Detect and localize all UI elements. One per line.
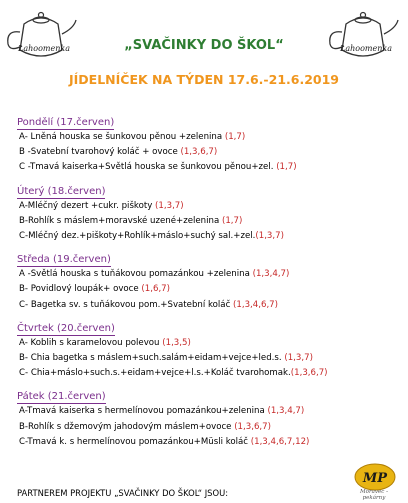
item-text: Rohlík s džemovým jahodovým máslem+ovoce — [28, 421, 232, 432]
menu-week-subtitle: JÍDELNÍČEK NA TÝDEN 17.6.-21.6.2019 — [69, 72, 339, 87]
menu-item — [17, 267, 407, 282]
day-wednesday — [17, 247, 407, 313]
allergens: (1,3,7) — [255, 231, 284, 242]
menu-item — [17, 282, 407, 297]
teapot-icon — [2, 6, 80, 68]
menu-item — [17, 199, 407, 214]
item-text: Chia+máslo+such.s.+eidam+vejce+l.s.+Koláč tvarohomak. — [30, 368, 291, 379]
allergens: (1,3,6,7) — [290, 368, 328, 379]
menu-item — [17, 229, 407, 244]
menu-days — [17, 110, 407, 453]
lahoomenka-logo-right — [324, 6, 402, 68]
menu-item — [17, 145, 407, 160]
item-text: Tmavá k. s hermelínovou pomazánkou+Müsli koláč — [27, 436, 249, 447]
allergens: (1,7) — [276, 162, 297, 173]
item-text: -Tmavá kaiserka+Světlá houska se šunkovou pěnou+zel. — [27, 162, 274, 173]
allergens: (1,3,6,7) — [180, 147, 218, 158]
day-friday — [17, 384, 407, 450]
menu-item — [17, 214, 407, 229]
allergens: (1,3,4,6,7) — [233, 299, 279, 310]
day-heading: Čtvrtek (20.červen) — [17, 322, 115, 334]
allergens: (1,3,7) — [155, 200, 184, 211]
allergens: (1,3,6,7) — [234, 421, 271, 432]
item-code: C- — [19, 231, 29, 242]
partner-caption: Moravec - pekárny — [360, 489, 388, 501]
item-code: A- — [19, 132, 28, 142]
menu-item — [17, 298, 407, 313]
item-text: Tmavá kaiserka s hermelínovou pomazánkou+zelenina — [27, 406, 265, 417]
day-monday — [17, 110, 407, 176]
day-heading: Úterý (18.červen) — [17, 185, 106, 197]
menu-item — [17, 404, 407, 419]
item-code: A- — [19, 406, 28, 417]
menu-item — [17, 336, 407, 351]
teapot-icon — [324, 6, 402, 68]
item-code: C- — [19, 368, 29, 379]
menu-item — [17, 420, 407, 435]
day-heading: Pondělí (17.červen) — [17, 117, 115, 128]
day-heading: Středa (19.červen) — [17, 254, 111, 266]
menu-item — [17, 366, 407, 381]
item-text: Chia bagetka s máslem+such.salám+eidam+vejce+led.s. — [30, 353, 282, 364]
menu-item — [17, 435, 407, 450]
item-text: Lněná houska se šunkovou pěnou +zelenina — [30, 132, 223, 142]
day-heading: Pátek (21.červen) — [17, 391, 106, 403]
item-text: Mléčný dezert +cukr. piškoty — [27, 200, 153, 211]
logo-text-left: Lahoomenka — [18, 44, 70, 53]
page-title: „SVAČINKY DO ŠKOL“ — [124, 38, 284, 53]
item-code: B- — [19, 284, 28, 295]
item-code: A — [19, 269, 25, 280]
item-text: Koblih s karamelovou polevou — [30, 337, 160, 348]
allergens: (1,3,4,7) — [267, 406, 305, 417]
menu-item — [17, 351, 407, 366]
item-code: B- — [19, 215, 28, 226]
logo-text-right: Lahoomenka — [340, 44, 392, 53]
allergens: (1,3,7) — [284, 353, 313, 364]
allergens: (1,7) — [221, 215, 243, 226]
allergens: (1,3,5) — [162, 337, 191, 348]
lahoomenka-logo-left — [2, 6, 80, 68]
allergens: (1,6,7) — [141, 284, 170, 295]
item-code: A- — [19, 200, 28, 211]
item-code: C — [19, 162, 26, 173]
menu-item — [17, 130, 407, 145]
allergens: (1,3,4,6,7,12) — [250, 436, 310, 447]
item-code: A- — [19, 337, 28, 348]
item-text: -Světlá houska s tuňákovou pomazánkou +zelenina — [27, 269, 250, 280]
mp-logo-letters: MP — [362, 471, 388, 486]
day-thursday — [17, 316, 407, 382]
item-code: C- — [19, 436, 28, 447]
item-code: B — [19, 147, 25, 158]
item-text: -Svatební tvarohový koláč + ovoce — [27, 147, 178, 158]
item-code: B- — [19, 353, 28, 364]
item-text: Rohlík s máslem+moravské uzené+zelenina — [28, 215, 220, 226]
menu-item — [17, 160, 407, 175]
mp-logo-icon — [350, 462, 400, 492]
item-text: Bagetka sv. s tuňákovou pom.+Svatební koláč — [30, 299, 231, 310]
item-code: B- — [19, 421, 28, 432]
allergens: (1,3,4,7) — [252, 269, 290, 280]
day-tuesday — [17, 179, 407, 245]
partners-footer: PARTNEREM PROJEKTU „SVAČINKY DO ŠKOL“ JSOU: — [17, 488, 229, 498]
item-text: Povidlový loupák+ ovoce — [30, 284, 139, 295]
item-text: Mléčný dez.+piškoty+Rohlík+máslo+suchý sal.+zel. — [28, 231, 256, 242]
allergens: (1,7) — [224, 132, 246, 142]
item-code: C- — [19, 299, 29, 310]
